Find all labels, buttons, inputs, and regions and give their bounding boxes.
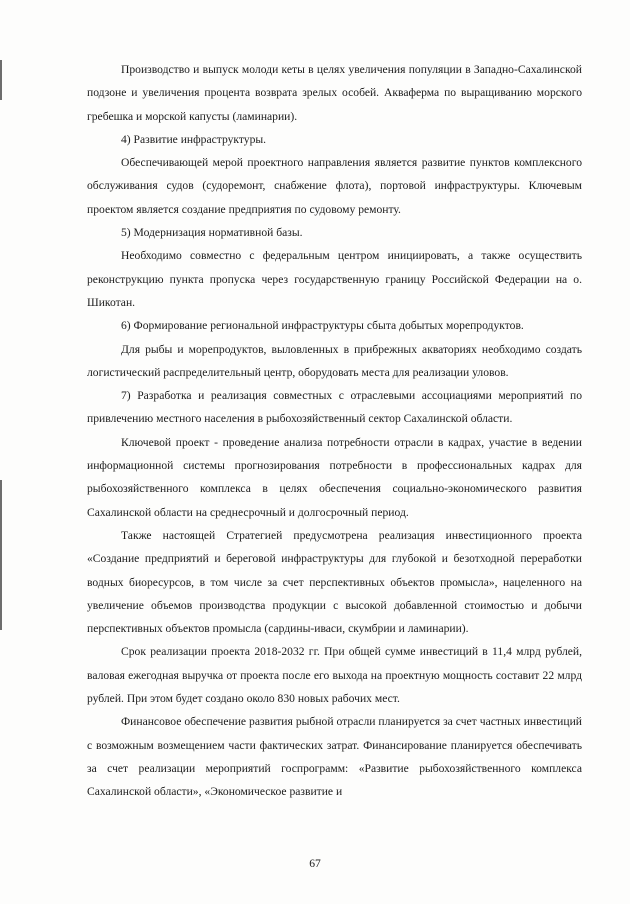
paragraph: Финансовое обеспечение развития рыбной отрасли планируется за счет частных инвестиций с возможным возмещением части фактических затрат. Финансирование планируется обеспечивать за счет реализации мероприятий госпрограмм: «Развитие рыбохозяйственного комплекса Сахалинской области», «Экономическое развитие и <box>87 715 582 799</box>
paragraph: Также настоящей Стратегией предусмотрена реализация инвестиционного проекта «Создание предприятий и береговой инфраструктуры для глубокой и безотходной переработки водных биоресурсов, в том числе за счет перспективных объектов промысла», нацеленного на увеличение объемов производства продукции с высокой добавленной стоимостью и добычи перспективных объектов промысла (сардины-иваси, скумбрии и ламинарии). <box>87 528 582 636</box>
list-item-heading: 7) Разработка и реализация совместных с отраслевыми ассоциациями мероприятий по привлечению местного населения в рыбохозяйственный сектор Сахалинской области. <box>87 389 582 426</box>
page-number: 67 <box>309 857 321 870</box>
scan-edge-mark <box>0 60 2 100</box>
list-item-heading: 5) Модернизация нормативной базы. <box>121 226 303 240</box>
scan-edge-mark <box>0 480 2 630</box>
paragraph: Обеспечивающей мерой проектного направления является развитие пунктов комплексного обслуживания судов (судоремонт, снабжение флота), портовой инфраструктуры. Ключевым проектом является создание предприятия по судовому ремонту. <box>87 156 582 216</box>
list-item-heading: 6) Формирование региональной инфраструктуры сбыта добытых морепродуктов. <box>121 319 524 333</box>
list-item-heading: 4) Развитие инфраструктуры. <box>121 132 267 146</box>
paragraph: Ключевой проект - проведение анализа потребности отрасли в кадрах, участие в ведении информационной системы прогнозирования потребности в профессиональных кадрах для рыбохозяйственного комплекса в целях обеспечения социально-экономического развития Сахалинской области на среднесрочный и долгосрочный период. <box>87 435 582 519</box>
body-text <box>87 58 582 804</box>
paragraph: Производство и выпуск молоди кеты в целях увеличения популяции в Западно-Сахалинской подзоне и увеличения процента возврата зрелых особей. Акваферма по выращиванию морского гребешка и морской капусты (ламинарии). <box>87 63 582 123</box>
paragraph: Для рыбы и морепродуктов, выловленных в прибрежных акваториях необходимо создать логистический распределительный центр, оборудовать места для реализации уловов. <box>87 342 582 379</box>
paragraph: Необходимо совместно с федеральным центром инициировать, а также осуществить реконструкцию пункта пропуска через государственную границу Российской Федерации на о. Шикотан. <box>87 249 582 309</box>
paragraph: Срок реализации проекта 2018-2032 гг. При общей сумме инвестиций в 11,4 млрд рублей, валовая ежегодная выручка от проекта после его выхода на проектную мощность составит 22 млрд рублей. При этом будет создано около 830 новых рабочих мест. <box>87 645 582 706</box>
